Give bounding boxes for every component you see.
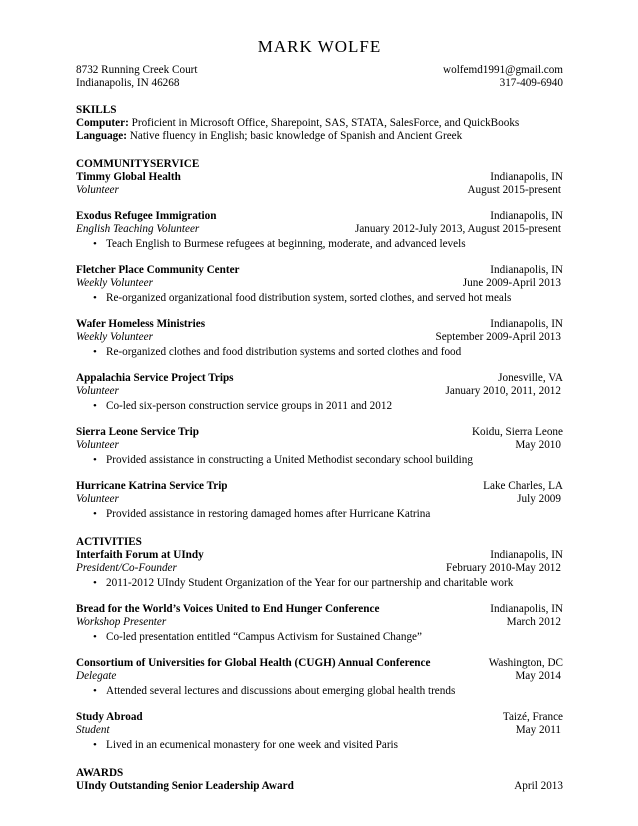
entry-location: Indianapolis, IN xyxy=(490,171,563,183)
community-entry xyxy=(76,318,563,359)
entry-dates: August 2015-present xyxy=(467,184,561,196)
entry-bullet: • Attended several lectures and discussions about emerging global health trends xyxy=(93,685,456,697)
entry-bullet: • Provided assistance in restoring damaged homes after Hurricane Katrina xyxy=(93,508,431,520)
entry-bullet: • Teach English to Burmese refugees at beginning, moderate, and advanced levels xyxy=(93,238,466,250)
activity-entry xyxy=(76,603,563,644)
phone-number: 317-409-6940 xyxy=(499,77,563,89)
entry-role: Volunteer xyxy=(76,385,119,397)
award-date: April 2013 xyxy=(514,780,563,792)
entry-org: Appalachia Service Project Trips xyxy=(76,372,234,384)
entry-location: Indianapolis, IN xyxy=(490,549,563,561)
entry-location: Jonesville, VA xyxy=(498,372,563,384)
entry-role: Workshop Presenter xyxy=(76,616,167,628)
entry-location: Koidu, Sierra Leone xyxy=(471,426,563,438)
language-label: Language: xyxy=(76,130,127,142)
entry-dates: February 2010-May 2012 xyxy=(446,562,561,574)
address-line-1: 8732 Running Creek Court xyxy=(76,64,198,76)
entry-location: Indianapolis, IN xyxy=(490,210,563,222)
entry-dates: July 2009 xyxy=(517,493,561,505)
entry-role: Volunteer xyxy=(76,439,119,451)
activity-entry xyxy=(76,657,563,698)
entry-org: Timmy Global Health xyxy=(76,171,181,183)
entry-org: Fletcher Place Community Center xyxy=(76,264,240,276)
contact-row-2 xyxy=(76,77,563,90)
entry-bullet: • Re-organized organizational food distribution system, sorted clothes, and served hot meals xyxy=(93,292,512,304)
entry-role: English Teaching Volunteer xyxy=(76,223,200,235)
skills-language-line xyxy=(76,130,563,143)
bullet-dot-icon: • xyxy=(93,508,97,520)
resume-name: MARK WOLFE xyxy=(257,37,382,56)
entry-org: Bread for the World’s Voices United to End Hunger Conference xyxy=(76,603,380,615)
skills-heading: SKILLS xyxy=(76,104,117,116)
community-entry xyxy=(76,372,563,413)
entry-dates: March 2012 xyxy=(506,616,561,628)
community-entry xyxy=(76,210,563,251)
community-entry xyxy=(76,171,563,197)
community-entry xyxy=(76,480,563,521)
entry-location: Lake Charles, LA xyxy=(483,480,563,492)
entry-role: Student xyxy=(76,724,110,736)
activities-heading: ACTIVITIES xyxy=(76,536,142,548)
entry-org: Wafer Homeless Ministries xyxy=(76,318,206,330)
computer-text: Proficient in Microsoft Office, Sharepoint, SAS, STATA, SalesForce, and QuickBooks xyxy=(128,117,520,129)
entry-bullet: • Co-led presentation entitled “Campus Activism for Sustained Change” xyxy=(93,631,422,643)
computer-label: Computer: xyxy=(76,117,129,129)
activity-entry xyxy=(76,711,563,752)
entry-bullet: • Re-organized clothes and food distribution systems and sorted clothes and food xyxy=(93,346,462,358)
entry-location: Indianapolis, IN xyxy=(490,603,563,615)
awards-heading: AWARDS xyxy=(76,767,124,779)
award-name: UIndy Outstanding Senior Leadership Award xyxy=(76,780,294,792)
bullet-dot-icon: • xyxy=(93,685,97,697)
entry-dates: May 2011 xyxy=(515,724,561,736)
bullet-dot-icon: • xyxy=(93,454,97,466)
entry-org: Consortium of Universities for Global Health (CUGH) Annual Conference xyxy=(76,657,431,669)
entry-dates: May 2010 xyxy=(515,439,561,451)
entry-org: Hurricane Katrina Service Trip xyxy=(76,480,228,492)
entry-bullet: • 2011-2012 UIndy Student Organization of the Year for our partnership and charitable work xyxy=(93,577,514,589)
entry-bullet: • Provided assistance in constructing a United Methodist secondary school building xyxy=(93,454,473,466)
community-entry xyxy=(76,264,563,305)
language-text: Native fluency in English; basic knowledge of Spanish and Ancient Greek xyxy=(126,130,463,142)
entry-dates: May 2014 xyxy=(515,670,561,682)
bullet-dot-icon: • xyxy=(93,739,97,751)
community-service-heading: COMMUNITYSERVICE xyxy=(76,158,200,170)
community-entry xyxy=(76,426,563,467)
entry-org: Interfaith Forum at UIndy xyxy=(76,549,204,561)
entry-dates: January 2012-July 2013, August 2015-present xyxy=(354,223,561,235)
entry-org: Exodus Refugee Immigration xyxy=(76,210,217,222)
entry-dates: September 2009-April 2013 xyxy=(435,331,561,343)
entry-location: Indianapolis, IN xyxy=(490,318,563,330)
entry-bullet: • Lived in an ecumenical monastery for one week and visited Paris xyxy=(93,739,399,751)
entry-role: Volunteer xyxy=(76,184,119,196)
resume-page xyxy=(76,37,563,793)
bullet-dot-icon: • xyxy=(93,346,97,358)
entry-role: Weekly Volunteer xyxy=(76,331,153,343)
entry-location: Taizé, France xyxy=(502,711,563,723)
email-address: wolfemd1991@gmail.com xyxy=(443,64,563,76)
bullet-dot-icon: • xyxy=(93,238,97,250)
entry-org: Study Abroad xyxy=(76,711,143,723)
entry-org: Sierra Leone Service Trip xyxy=(76,426,199,438)
entry-dates: June 2009-April 2013 xyxy=(462,277,561,289)
bullet-dot-icon: • xyxy=(93,577,97,589)
address-line-2: Indianapolis, IN 46268 xyxy=(76,77,180,89)
entry-role: President/Co-Founder xyxy=(76,562,177,574)
contact-row-1 xyxy=(76,64,563,77)
entry-bullet: • Co-led six-person construction service groups in 2011 and 2012 xyxy=(93,400,393,412)
entry-role: Volunteer xyxy=(76,493,119,505)
entry-role: Weekly Volunteer xyxy=(76,277,153,289)
entry-role: Delegate xyxy=(76,670,117,682)
award-entry xyxy=(76,780,563,793)
bullet-dot-icon: • xyxy=(93,631,97,643)
entry-dates: January 2010, 2011, 2012 xyxy=(445,385,561,397)
entry-location: Indianapolis, IN xyxy=(490,264,563,276)
skills-computer-line xyxy=(76,117,563,130)
entry-location: Washington, DC xyxy=(488,657,563,669)
bullet-dot-icon: • xyxy=(93,400,97,412)
bullet-dot-icon: • xyxy=(93,292,97,304)
activity-entry xyxy=(76,549,563,590)
